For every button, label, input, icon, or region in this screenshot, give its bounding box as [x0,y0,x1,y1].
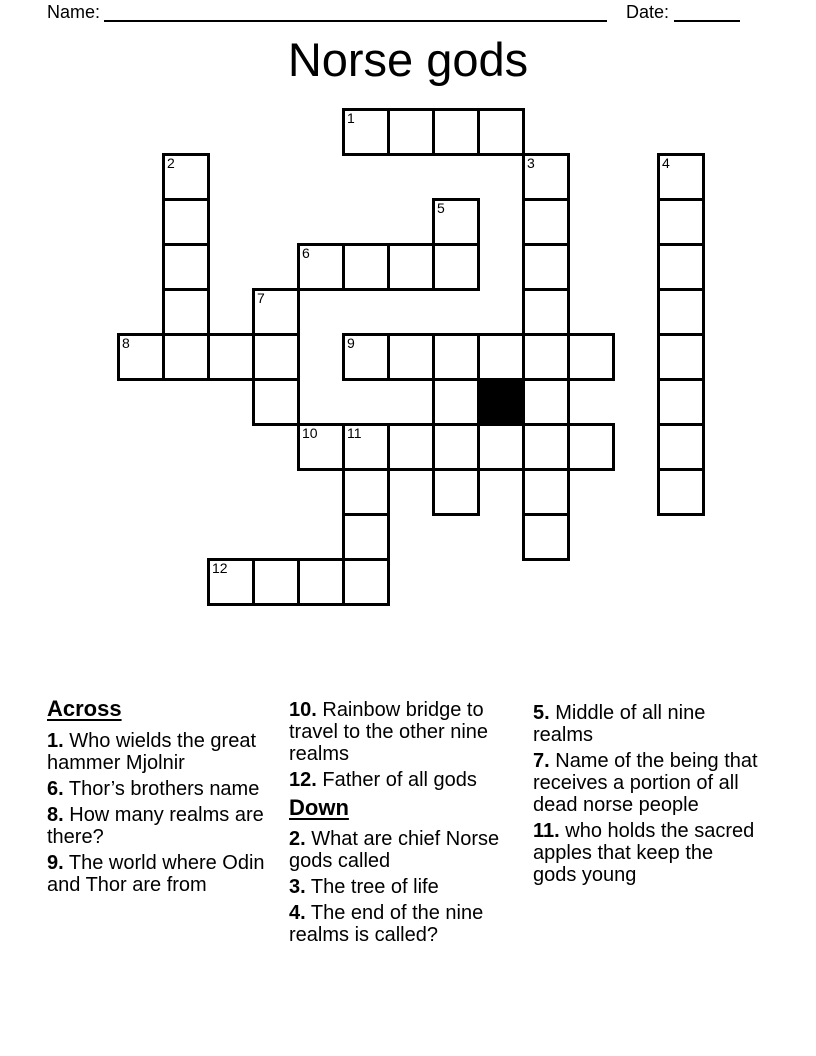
cell-number-12: 12 [212,560,228,576]
black-cell [477,378,525,426]
grid-cell-r7c6[interactable] [387,423,435,471]
across-clues-group-2 [289,699,519,791]
grid-cell-r8c9[interactable] [522,468,570,516]
grid-cell-r5c0[interactable] [117,333,165,381]
grid-cell-r5c12[interactable] [657,333,705,381]
cell-number-9: 9 [347,335,355,351]
clue-down-11 [533,820,761,886]
grid-cell-r8c5[interactable] [342,468,390,516]
clue-across-8 [47,804,285,848]
clue-across-12 [289,769,519,791]
clue-across-9 [47,852,285,896]
clue-down-5 [533,702,761,746]
clue-number: 10. [289,699,317,721]
clue-number: 12. [289,769,317,791]
clue-text: Thor’s brothers name [63,778,260,800]
down-clues-group-1 [289,828,519,946]
clue-text: The world where Odin and Thor are from [47,852,265,896]
grid-cell-r4c9[interactable] [522,288,570,336]
grid-cell-r6c12[interactable] [657,378,705,426]
grid-cell-r5c8[interactable] [477,333,525,381]
clue-down-7 [533,750,761,816]
cell-number-7: 7 [257,290,265,306]
grid-cell-r3c5[interactable] [342,243,390,291]
clue-across-10 [289,699,519,765]
grid-cell-r9c9[interactable] [522,513,570,561]
grid-cell-r8c12[interactable] [657,468,705,516]
date-label: Date: [626,2,670,22]
clue-column-down [533,702,761,890]
cell-number-1: 1 [347,110,355,126]
clue-number: 8. [47,804,64,826]
name-blank-line[interactable] [104,20,607,22]
clue-number: 5. [533,702,550,724]
grid-cell-r2c12[interactable] [657,198,705,246]
clue-column-across [47,697,285,900]
cell-number-5: 5 [437,200,445,216]
cell-number-8: 8 [122,335,130,351]
clue-text: Middle of all nine realms [533,702,706,746]
grid-cell-r1c12[interactable] [657,153,705,201]
clue-number: 1. [47,730,64,752]
grid-cell-r9c5[interactable] [342,513,390,561]
grid-cell-r10c2[interactable] [207,558,255,606]
cell-number-10: 10 [302,425,318,441]
clue-text: Name of the being that receives a portion of all dead norse people [533,750,758,816]
clue-number: 2. [289,828,306,850]
grid-cell-r8c7[interactable] [432,468,480,516]
clue-number: 3. [289,876,306,898]
clue-number: 9. [47,852,64,874]
cell-number-3: 3 [527,155,535,171]
grid-cell-r7c10[interactable] [567,423,615,471]
clue-down-2 [289,828,519,872]
grid-cell-r3c6[interactable] [387,243,435,291]
grid-cell-r3c1[interactable] [162,243,210,291]
grid-cell-r3c12[interactable] [657,243,705,291]
grid-cell-r0c5[interactable] [342,108,390,156]
grid-cell-r5c10[interactable] [567,333,615,381]
grid-cell-r5c3[interactable] [252,333,300,381]
clue-column-middle [289,699,519,950]
clue-text: Rainbow bridge to travel to the other nine realms [289,699,489,765]
grid-cell-r0c6[interactable] [387,108,435,156]
clue-down-3 [289,876,519,898]
down-heading: Down [289,795,349,820]
clue-number: 4. [289,902,306,924]
grid-cell-r10c4[interactable] [297,558,345,606]
grid-cell-r5c9[interactable] [522,333,570,381]
grid-cell-r2c9[interactable] [522,198,570,246]
grid-cell-r6c3[interactable] [252,378,300,426]
grid-cell-r10c3[interactable] [252,558,300,606]
across-heading: Across [47,696,122,721]
name-label: Name: [47,2,101,22]
clue-text: The end of the nine realms is called? [289,902,484,946]
grid-cell-r7c9[interactable] [522,423,570,471]
across-clues-group-1 [47,730,285,896]
clue-down-4 [289,902,519,946]
grid-cell-r1c9[interactable] [522,153,570,201]
grid-cell-r5c1[interactable] [162,333,210,381]
grid-cell-r7c4[interactable] [297,423,345,471]
grid-cell-r1c1[interactable] [162,153,210,201]
grid-cell-r7c7[interactable] [432,423,480,471]
down-clues-group-2 [533,702,761,886]
grid-cell-r0c7[interactable] [432,108,480,156]
cell-number-2: 2 [167,155,175,171]
grid-cell-r0c8[interactable] [477,108,525,156]
clue-text: What are chief Norse gods called [289,828,500,872]
clue-text: Who wields the great hammer Mjolnir [47,730,257,774]
clue-number: 11. [533,820,560,842]
grid-cell-r2c7[interactable] [432,198,480,246]
grid-cell-r4c12[interactable] [657,288,705,336]
grid-cell-r5c2[interactable] [207,333,255,381]
grid-cell-r7c8[interactable] [477,423,525,471]
grid-cell-r10c5[interactable] [342,558,390,606]
grid-cell-r7c5[interactable] [342,423,390,471]
clue-text: who holds the sacred apples that keep the gods young [533,820,755,886]
grid-cell-r6c9[interactable] [522,378,570,426]
grid-cell-r5c6[interactable] [387,333,435,381]
date-blank-line[interactable] [674,20,740,22]
grid-cell-r2c1[interactable] [162,198,210,246]
crossword-grid [117,108,705,606]
cell-number-6: 6 [302,245,310,261]
clue-text: Father of all gods [316,769,477,791]
grid-cell-r5c5[interactable] [342,333,390,381]
grid-cell-r7c12[interactable] [657,423,705,471]
grid-cell-r3c7[interactable] [432,243,480,291]
clue-number: 6. [47,778,64,800]
grid-cell-r3c4[interactable] [297,243,345,291]
grid-cell-r4c3[interactable] [252,288,300,336]
page-title: Norse gods [287,33,529,86]
clue-across-6 [47,778,285,800]
clue-text: How many realms are there? [47,804,264,848]
cell-number-4: 4 [662,155,670,171]
clue-number: 7. [533,750,550,772]
grid-cell-r6c7[interactable] [432,378,480,426]
cell-number-11: 11 [347,425,362,441]
grid-cell-r4c1[interactable] [162,288,210,336]
clue-across-1 [47,730,285,774]
clue-text: The tree of life [305,876,439,898]
grid-cell-r3c9[interactable] [522,243,570,291]
grid-cell-r5c7[interactable] [432,333,480,381]
